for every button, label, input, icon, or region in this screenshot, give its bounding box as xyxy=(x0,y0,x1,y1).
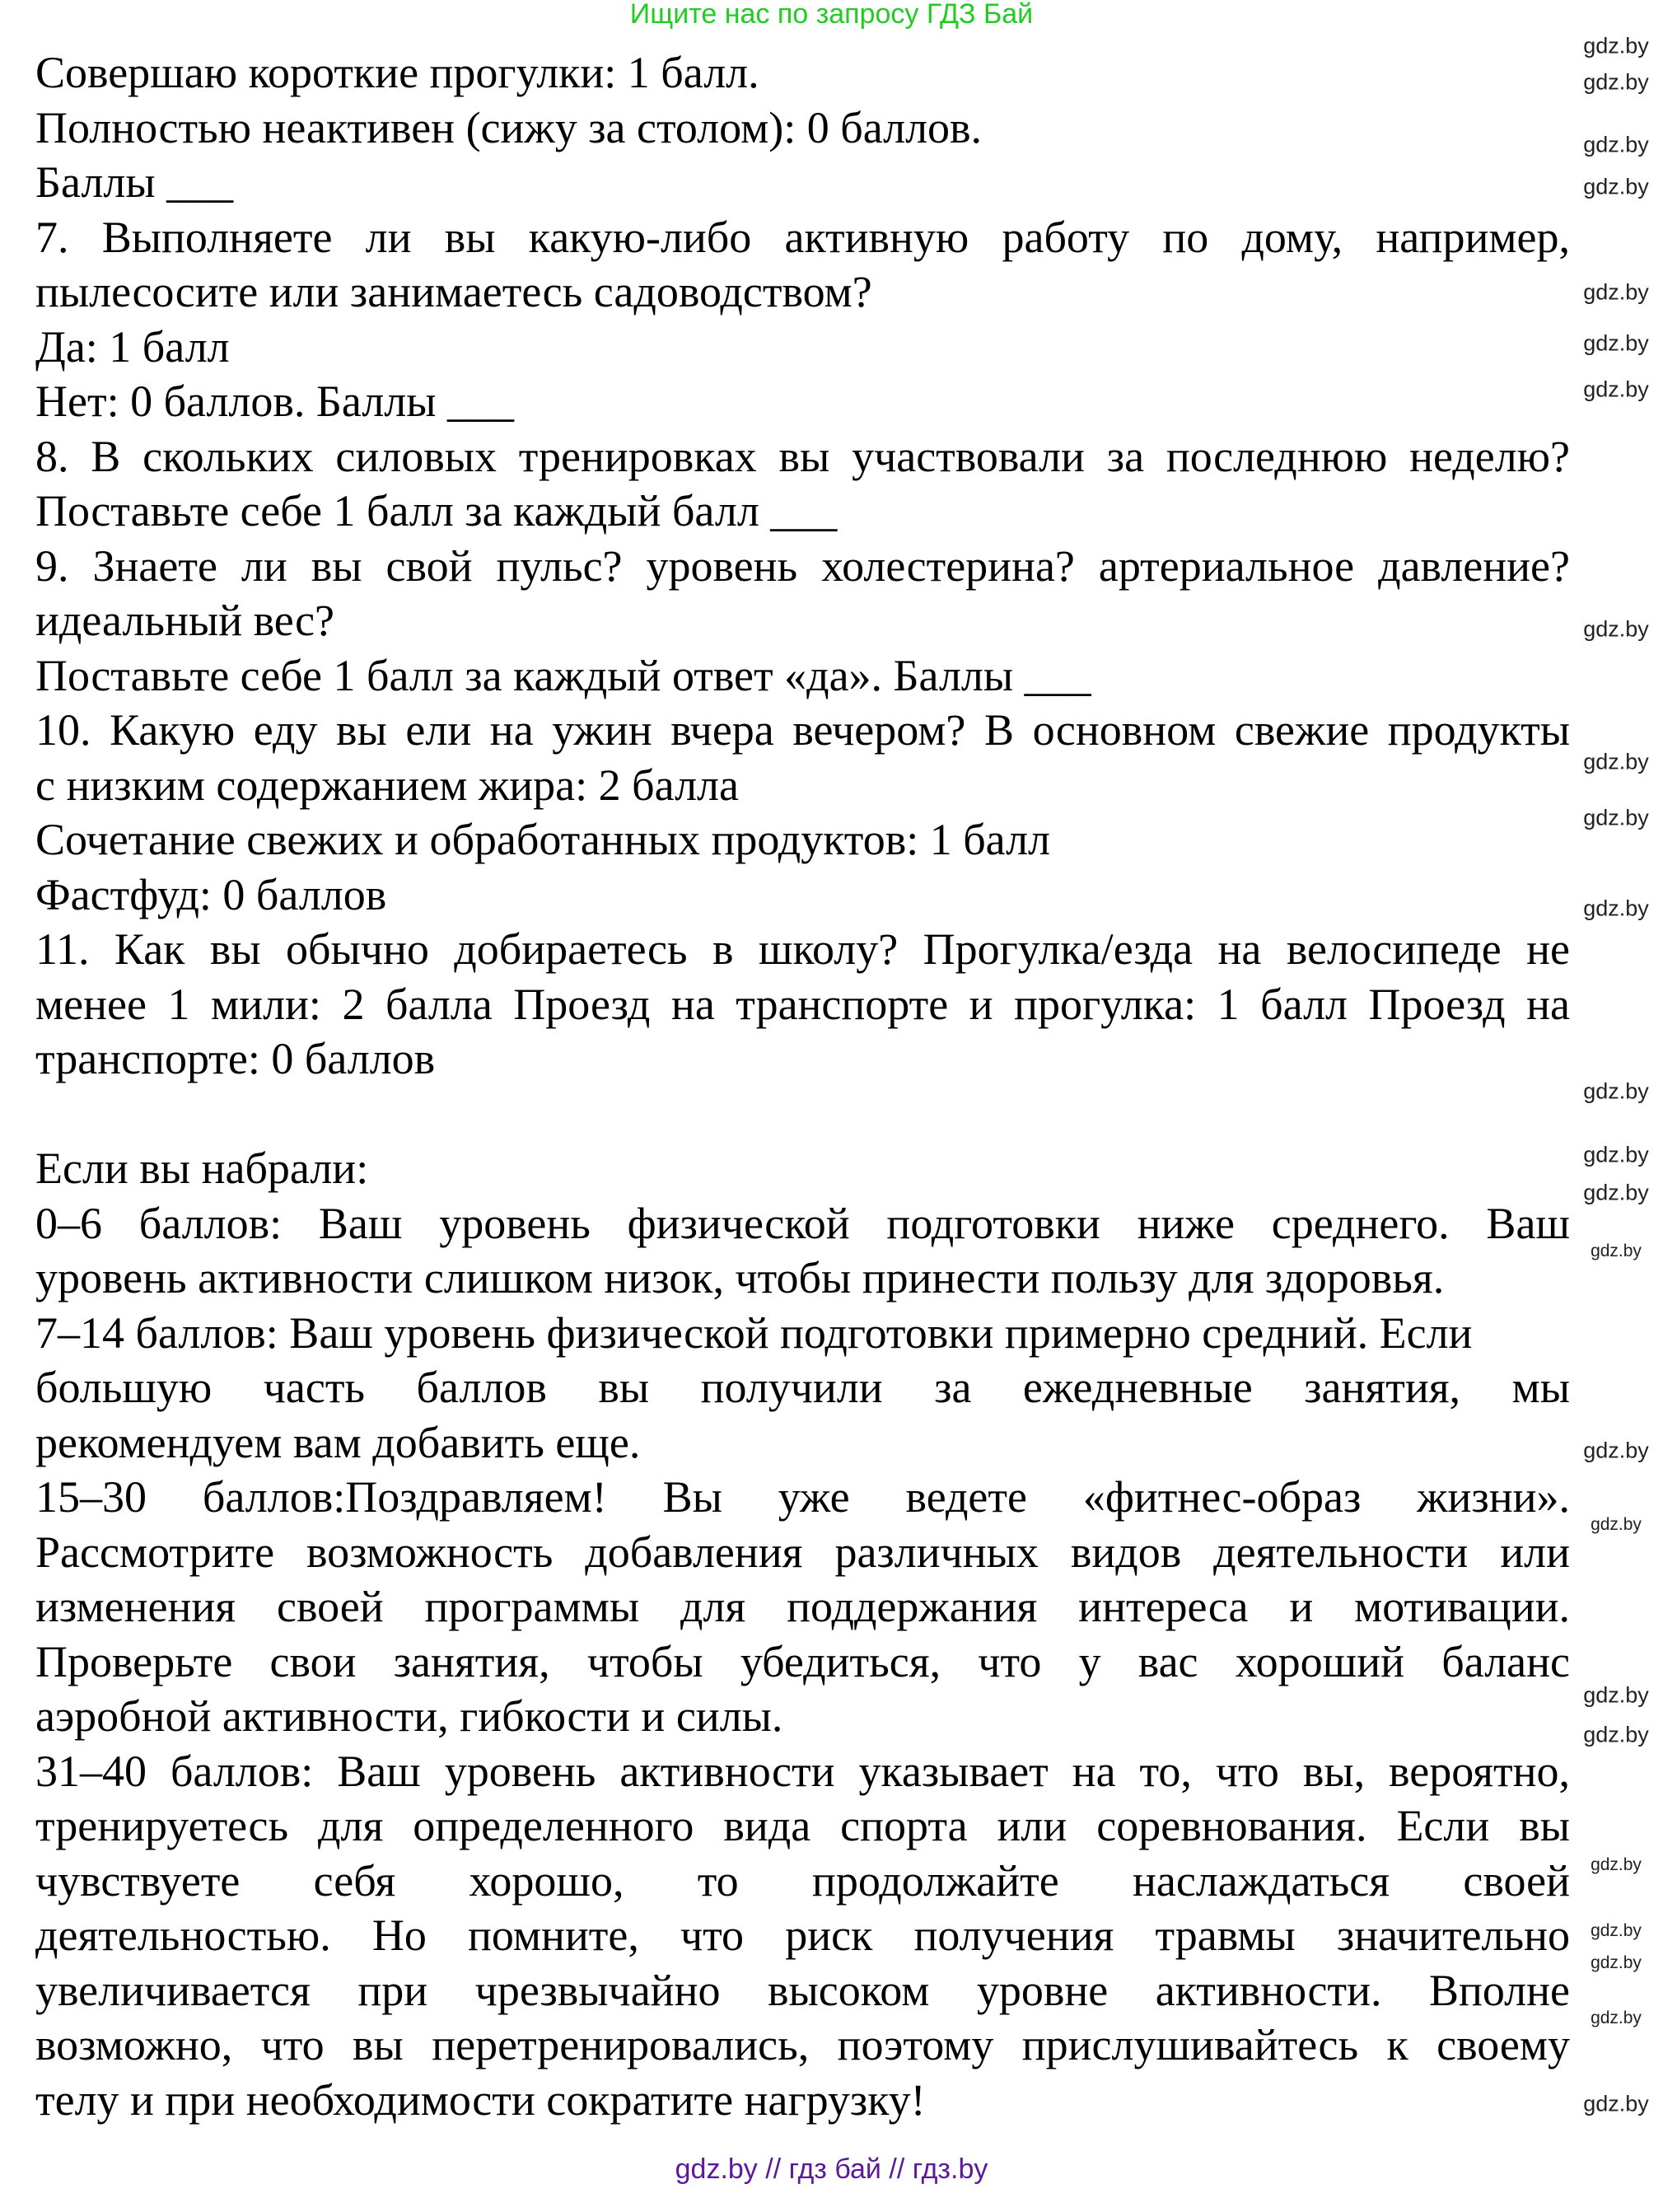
text-line: Поставьте себе 1 балл за каждый балл ___ xyxy=(35,486,838,535)
watermark: gdz.by xyxy=(1583,174,1649,199)
text-line: аэробной активности, гибкости и силы. xyxy=(35,1691,783,1741)
watermark: gdz.by xyxy=(1583,33,1649,58)
text-line: 15–30 баллов:Поздравляем! Вы уже ведете «фитнес-образ жизни». xyxy=(35,1472,1570,1522)
text-line: Рассмотрите возможность добавления различных видов деятельности или xyxy=(35,1527,1570,1577)
text-line: 7–14 баллов: Ваш уровень физической подготовки примерно средний. Если xyxy=(35,1307,1473,1358)
text-line: тренируетесь для определенного вида спорта или соревнования. Если вы xyxy=(35,1801,1570,1850)
text-line: увеличивается при чрезвычайно высоком уровне активности. Вполне xyxy=(35,1965,1570,2015)
watermark: gdz.by xyxy=(1591,1241,1642,1260)
text-line: изменения своей программы для поддержания интереса и мотивации. xyxy=(35,1582,1570,1631)
watermark: gdz.by xyxy=(1583,279,1649,305)
text-line: Сочетание свежих и обработанных продуктов: 1 балл xyxy=(35,815,1051,864)
text-line: Если вы набрали: xyxy=(35,1143,369,1193)
watermark: gdz.by xyxy=(1583,805,1649,830)
watermark: gdz.by xyxy=(1591,1952,1642,1972)
text-line: чувствуете себя хорошо, то продолжайте наслаждаться своей xyxy=(35,1855,1570,1906)
text-line: возможно, что вы перетренировались, поэтому прислушивайтесь к своему xyxy=(35,2020,1570,2069)
text-line: менее 1 мили: 2 балла Проезд на транспорте и прогулка: 1 балл Проезд на xyxy=(35,979,1570,1029)
text-line: 7. Выполняете ли вы какую-либо активную работу по дому, например, xyxy=(35,212,1570,262)
text-line: 10. Какую еду вы ели на ужин вчера вечером? В основном свежие продукты xyxy=(35,705,1570,755)
text-line: пылесосите или занимаетесь садоводством? xyxy=(35,267,872,316)
text-line: деятельностью. Но помните, что риск получения травмы значительно xyxy=(35,1910,1570,1960)
text-line: транспорте: 0 баллов xyxy=(35,1034,436,1083)
text-line: телу и при необходимости сократите нагрузку! xyxy=(35,2074,926,2125)
watermark: gdz.by xyxy=(1583,69,1649,95)
text-line: Фастфуд: 0 баллов xyxy=(35,869,387,919)
text-line: идеальный вес? xyxy=(35,596,335,645)
text-line: Совершаю короткие прогулки: 1 балл. xyxy=(35,48,759,97)
text-line: 8. В скольких силовых тренировках вы участвовали за последнюю неделю? xyxy=(35,431,1570,481)
watermark: gdz.by xyxy=(1583,1078,1649,1104)
text-line: Проверьте свои занятия, чтобы убедиться, что у вас хороший баланс xyxy=(35,1636,1570,1686)
text-line: 11. Как вы обычно добираетесь в школу? Прогулка/езда на велосипеде не xyxy=(35,924,1570,974)
watermark: gdz.by xyxy=(1591,1854,1642,1874)
watermark: gdz.by xyxy=(1591,1515,1642,1535)
text-line: большую часть баллов вы получили за ежедневные занятия, мы xyxy=(35,1363,1570,1412)
watermark: gdz.by xyxy=(1583,749,1649,774)
text-line: Полностью неактивен (сижу за столом): 0 баллов. xyxy=(35,102,983,152)
watermark: gdz.by xyxy=(1583,1142,1649,1167)
watermark: gdz.by xyxy=(1591,2009,1642,2028)
text-line: Нет: 0 баллов. Баллы ___ xyxy=(35,376,515,426)
watermark: gdz.by xyxy=(1583,1682,1649,1708)
watermark: gdz.by xyxy=(1583,1438,1649,1463)
watermark: gdz.by xyxy=(1591,1920,1642,1940)
text-line: Поставьте себе 1 балл за каждый ответ «да». Баллы ___ xyxy=(35,650,1091,700)
watermark: gdz.by xyxy=(1583,616,1649,642)
watermark: gdz.by xyxy=(1583,376,1649,402)
text-line: Да: 1 балл xyxy=(35,321,230,372)
text-line: с низким содержанием жира: 2 балла xyxy=(35,760,739,810)
search-hint-header: Ищите нас по запросу ГДЗ Бай xyxy=(629,0,1034,30)
text-line: Баллы ___ xyxy=(35,157,234,207)
watermark: gdz.by xyxy=(1583,896,1649,921)
text-line: уровень активности слишком низок, чтобы принести пользу для здоровья. xyxy=(35,1253,1445,1302)
text-line: рекомендуем вам добавить еще. xyxy=(35,1417,641,1467)
watermark: gdz.by xyxy=(1583,2091,1649,2116)
watermark: gdz.by xyxy=(1583,330,1649,356)
watermark: gdz.by xyxy=(1583,1180,1649,1205)
watermark: gdz.by xyxy=(1583,1722,1649,1747)
footer-links: gdz.by // гдз бай // гдз.by xyxy=(675,2154,988,2185)
text-line: 31–40 баллов: Ваш уровень активности указывает на то, что вы, вероятно, xyxy=(35,1746,1570,1796)
text-line: 0–6 баллов: Ваш уровень физической подготовки ниже среднего. Ваш xyxy=(35,1198,1570,1248)
watermark: gdz.by xyxy=(1583,132,1649,157)
text-line: 9. Знаете ли вы свой пульс? уровень холестерина? артериальное давление? xyxy=(35,540,1570,591)
